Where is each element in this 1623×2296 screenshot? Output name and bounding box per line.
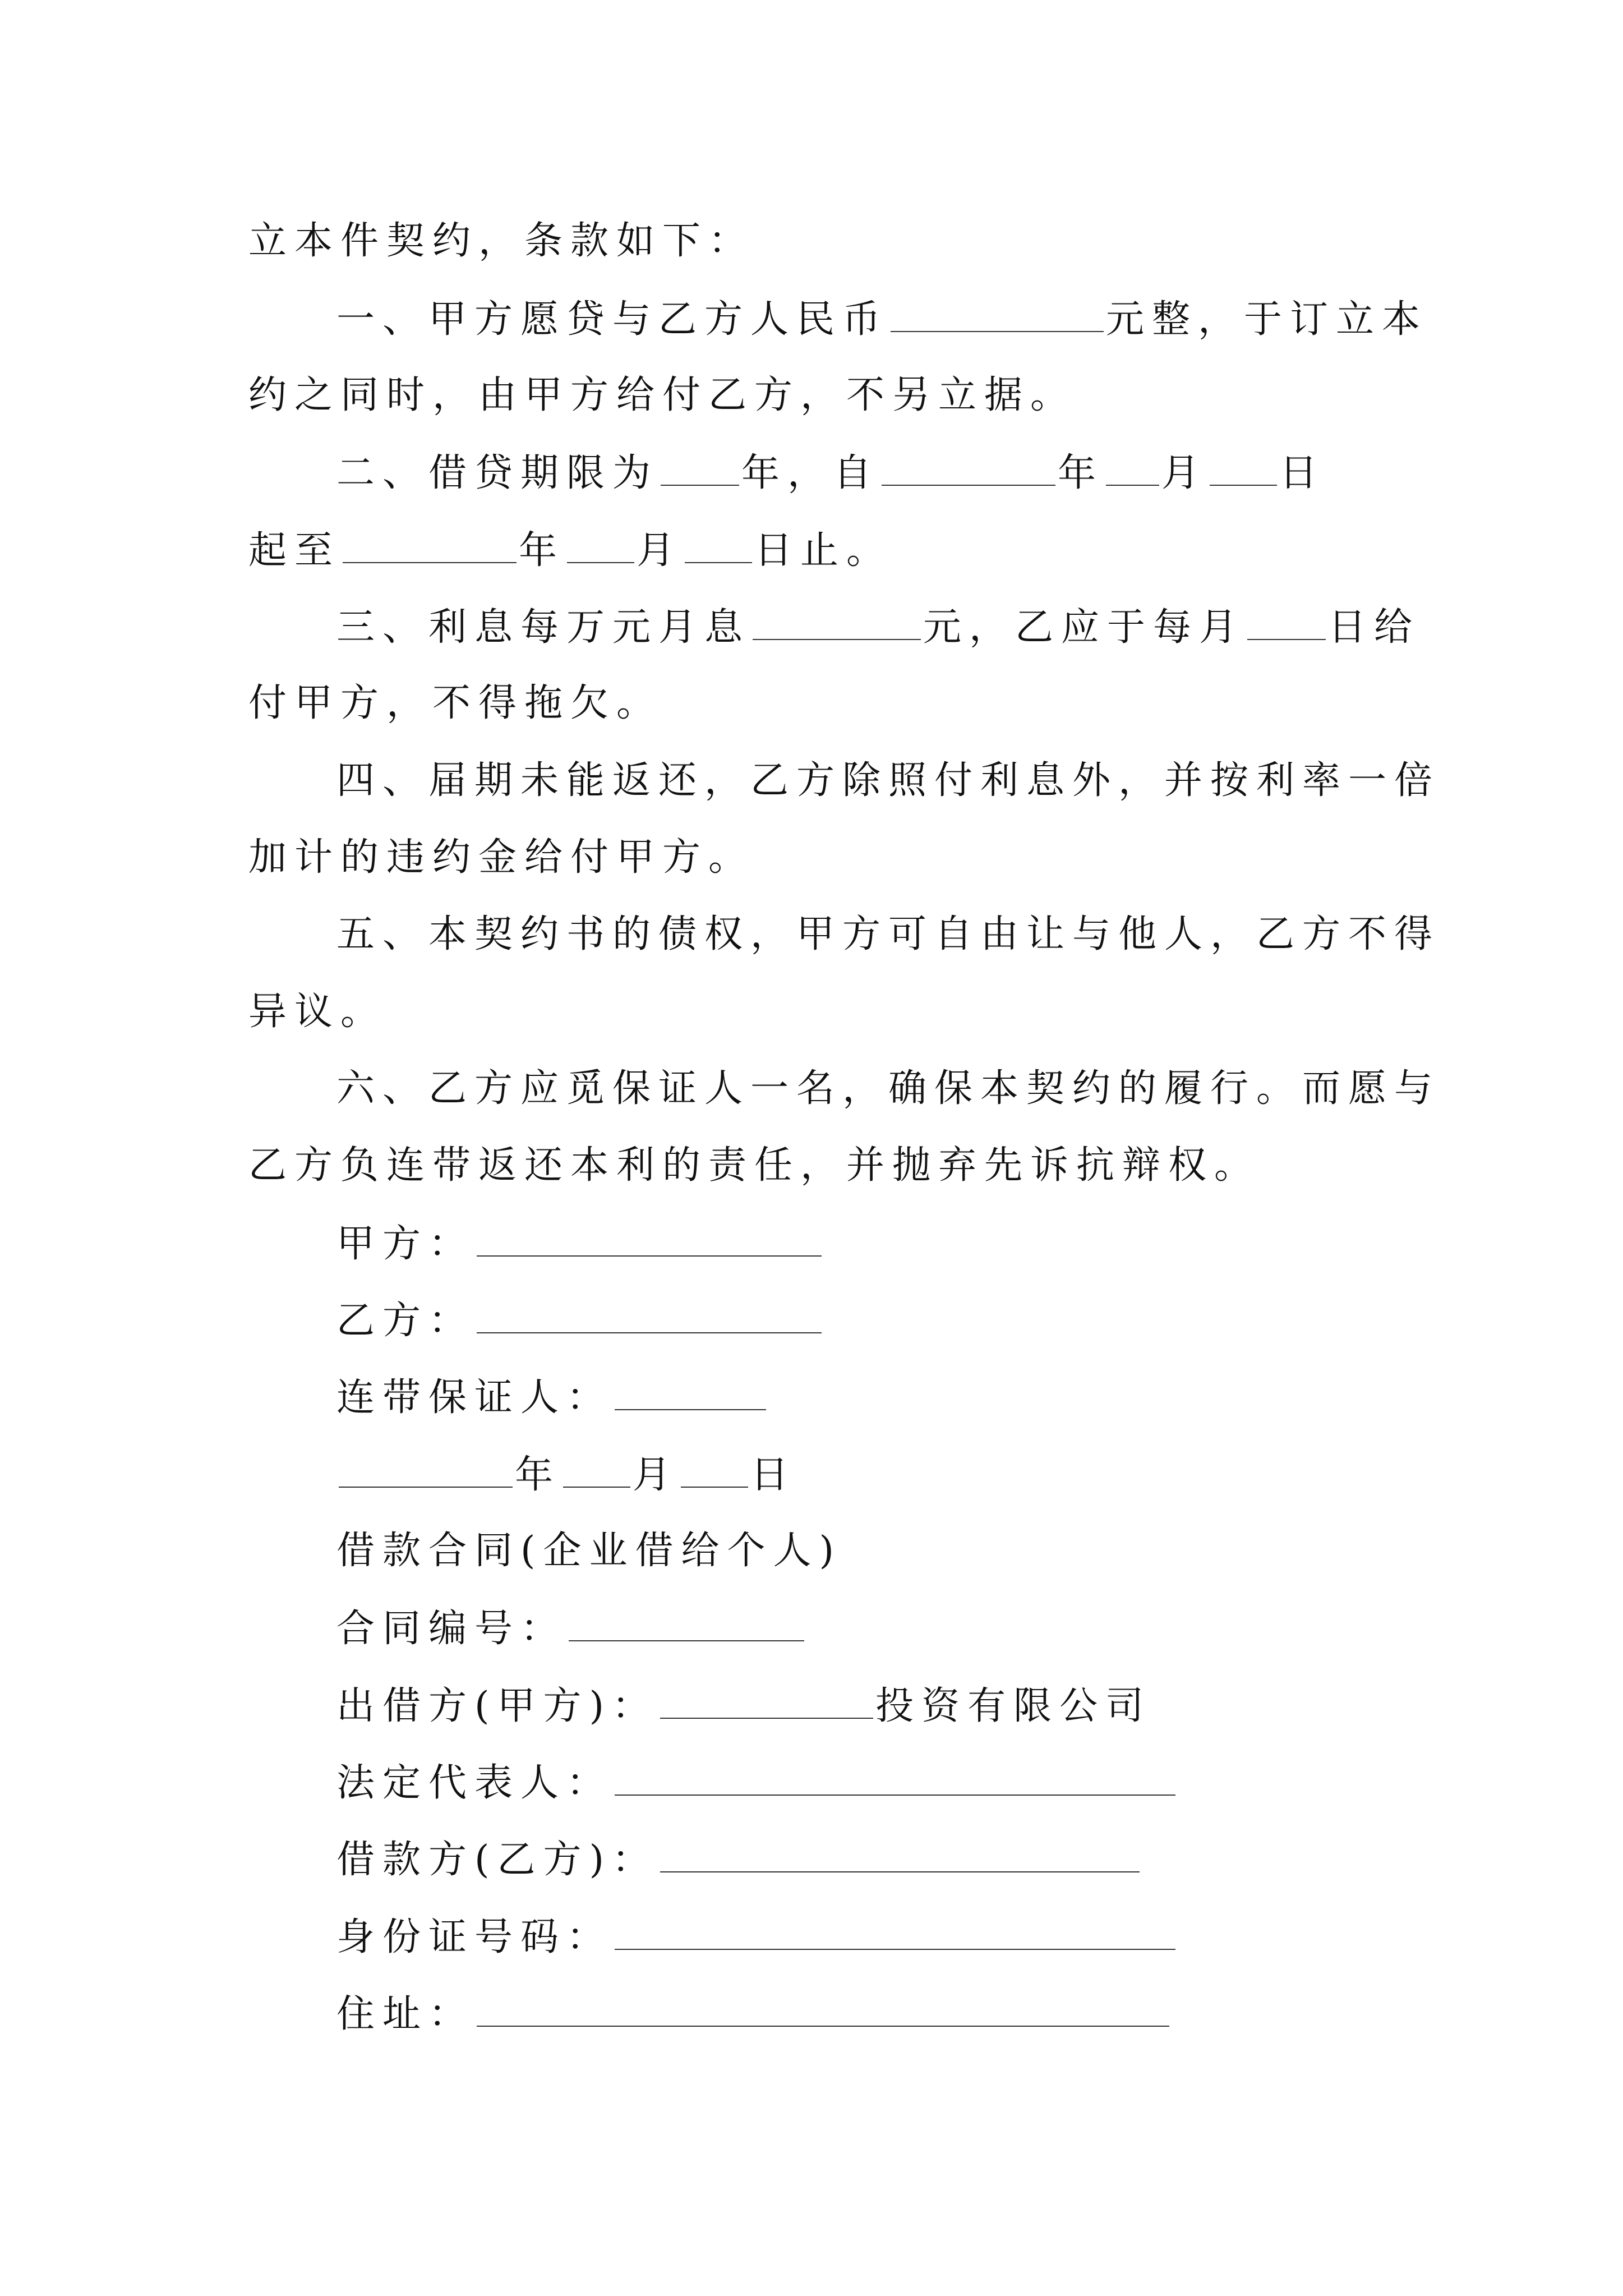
intro-text: 立本件契约，条款如下：: [248, 219, 755, 263]
clause-2-text-i: 日止。: [754, 528, 893, 573]
second-contract-title: [336, 1529, 842, 1573]
id-no-row: [336, 1914, 1178, 1960]
clause-1-line-1: [336, 296, 1428, 342]
clause-2-text-c: 年: [1058, 451, 1104, 495]
lender-label: 出借方(甲方)：: [336, 1684, 658, 1728]
clause-4-text-a: 四、届期未能返还，乙方除照付利息外，并按利率一倍: [336, 758, 1441, 803]
date-month-blank[interactable]: [563, 1452, 630, 1488]
clause-4-text-b: 加计的违约金给付甲方。: [248, 835, 755, 880]
party-b-blank[interactable]: [477, 1297, 822, 1333]
lender-suffix: 投资有限公司: [875, 1684, 1152, 1728]
clause-6-text-a: 六、乙方应觅保证人一名，确保本契约的履行。而愿与: [336, 1066, 1441, 1111]
clause-2-text-f: 起至: [248, 528, 341, 573]
clause-3-text-a: 三、利息每万元月息: [336, 605, 751, 650]
signature-date: [336, 1452, 796, 1498]
end-day-blank[interactable]: [685, 527, 752, 563]
clause-3-text-c: 日给: [1328, 605, 1421, 650]
clause-1-text-b: 元整，于订立本: [1106, 297, 1428, 342]
clause-6-line-1: [336, 1066, 1440, 1111]
clause-2-text-b: 年，自: [741, 451, 880, 495]
lender-blank[interactable]: [660, 1683, 873, 1719]
intro-line: [248, 219, 754, 264]
clause-2-text-d: 月: [1161, 451, 1208, 495]
party-a-blank[interactable]: [477, 1221, 822, 1257]
clause-5-line-1: [336, 912, 1440, 957]
clause-3-text-d: 付甲方，不得拖欠。: [248, 681, 663, 725]
clause-1-text-a: 一、甲方愿贷与乙方人民币: [336, 297, 889, 342]
id-no-label: 身份证号码：: [336, 1915, 613, 1959]
term-years-blank[interactable]: [661, 450, 739, 486]
pay-day-blank[interactable]: [1247, 604, 1326, 640]
borrower-row: [336, 1837, 1142, 1883]
legal-rep-blank[interactable]: [615, 1760, 1175, 1796]
guarantor-label: 连带保证人：: [336, 1375, 613, 1420]
clause-5-text-a: 五、本契约书的债权，甲方可自由让与他人，乙方不得: [336, 912, 1441, 956]
borrower-blank[interactable]: [660, 1837, 1140, 1872]
clause-5-line-2: [248, 990, 386, 1034]
party-b-label: 乙方：: [336, 1299, 475, 1343]
end-month-blank[interactable]: [567, 527, 634, 563]
date-day-blank[interactable]: [681, 1452, 748, 1488]
party-b-signature: [336, 1297, 824, 1343]
party-a-signature: [336, 1221, 824, 1267]
party-a-label: 甲方：: [336, 1222, 475, 1266]
interest-blank[interactable]: [753, 604, 921, 640]
address-label: 住址：: [336, 1992, 475, 2036]
clause-2-line-1: [336, 450, 1325, 496]
date-day-label: 日: [750, 1453, 797, 1497]
clause-3-line-1: [336, 604, 1420, 650]
clause-2-line-2: [248, 527, 892, 573]
contract-no-row: [336, 1605, 806, 1651]
id-no-blank[interactable]: [615, 1914, 1175, 1950]
clause-2-text-a: 二、借贷期限为: [336, 451, 659, 495]
clause-4-line-2: [248, 835, 754, 880]
clause-5-text-b: 异议。: [248, 990, 387, 1034]
guarantor-blank[interactable]: [615, 1374, 766, 1410]
clause-2-text-h: 月: [637, 528, 683, 573]
contract-no-blank[interactable]: [569, 1605, 804, 1641]
clause-2-text-g: 年: [519, 528, 565, 573]
date-month-label: 月: [633, 1453, 679, 1497]
end-year-blank[interactable]: [343, 527, 517, 563]
clause-4-line-1: [336, 758, 1440, 803]
clause-3-line-2: [248, 681, 662, 726]
amount-blank[interactable]: [891, 296, 1104, 332]
start-day-blank[interactable]: [1210, 450, 1277, 486]
start-month-blank[interactable]: [1106, 450, 1159, 486]
clause-2-text-e: 日: [1279, 451, 1326, 495]
guarantor-signature: [336, 1374, 768, 1420]
borrower-label: 借款方(乙方)：: [336, 1838, 658, 1882]
second-contract-title-text: 借款合同(企业借给个人): [336, 1529, 842, 1573]
date-year-label: 年: [515, 1453, 561, 1497]
lender-row: [336, 1683, 1151, 1729]
clause-6-line-2: [248, 1143, 1260, 1188]
legal-rep-row: [336, 1760, 1178, 1806]
contract-no-label: 合同编号：: [336, 1607, 567, 1651]
start-year-blank[interactable]: [882, 450, 1055, 486]
clause-1-line-2: [248, 373, 1076, 418]
address-row: [336, 1991, 1172, 2037]
clause-6-text-b: 乙方负连带返还本利的责任，并抛弃先诉抗辩权。: [248, 1143, 1261, 1188]
address-blank[interactable]: [477, 1991, 1169, 2027]
legal-rep-label: 法定代表人：: [336, 1761, 613, 1805]
clause-3-text-b: 元，乙应于每月: [923, 605, 1246, 650]
clause-1-text-c: 约之同时，由甲方给付乙方，不另立据。: [248, 373, 1077, 417]
date-year-blank[interactable]: [339, 1452, 513, 1488]
